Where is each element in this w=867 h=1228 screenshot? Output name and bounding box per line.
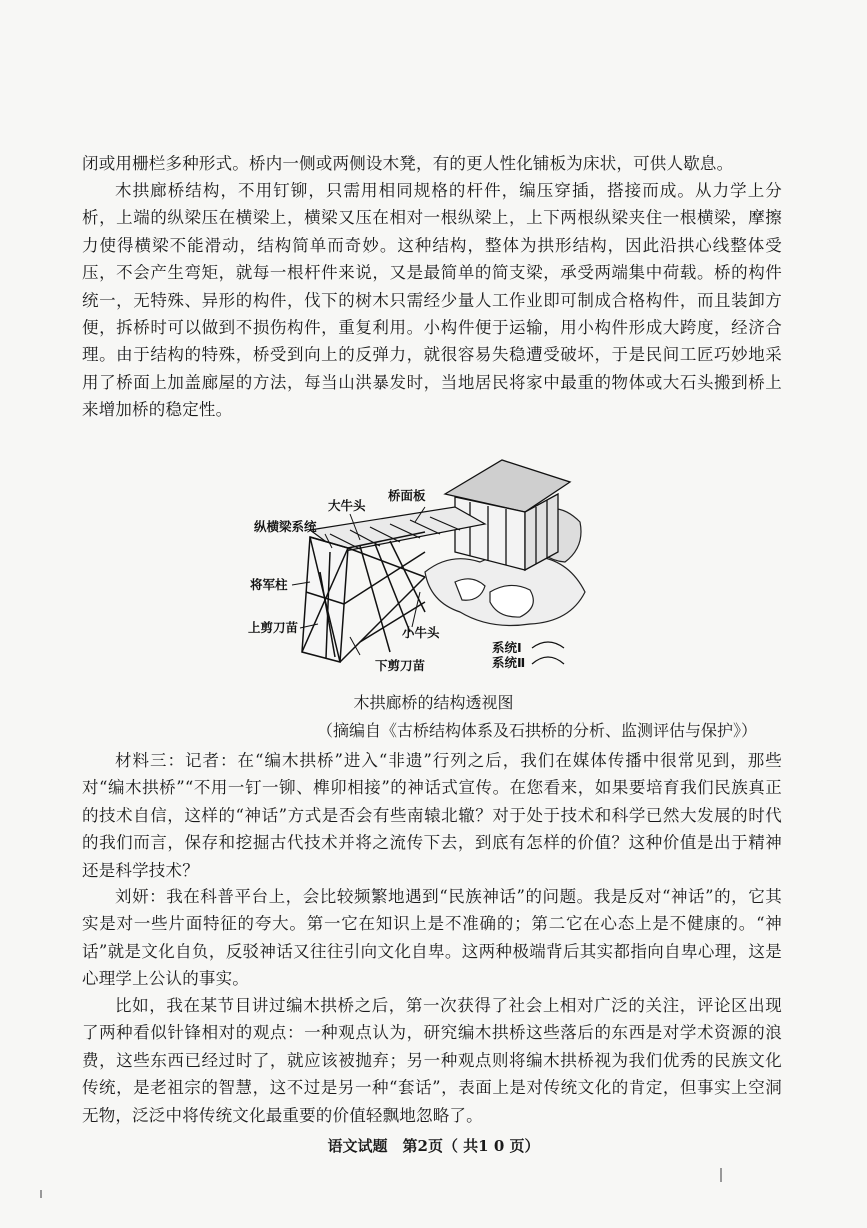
figure-source: （摘编自《古桥结构体系及石拱桥的分析、监测评估与保护》）: [316, 721, 757, 740]
scan-mark: [40, 1190, 42, 1198]
bridge-illustration: [240, 452, 600, 682]
label-xiao-niu-tou: 小牛头: [402, 625, 440, 640]
label-shang-jian-dao-miao: 上剪刀苗: [248, 620, 299, 635]
paragraph-material-three: 材料三：记者：在“编木拱桥”进入“非遗”行列之后，我们在媒体传播中很常见到，那些对“编木拱桥”“不用一钉一铆、榫卯相接”的神话式宣传。在您看来，如果要培育我们民族真正的技术自信，这样的“神话”方式是否会有些南辕北辙？对于处于技术和科学已然大发展的时代的我们而言，保存和挖掘古代技术并将之流传下去，到底有怎样的价值？这种价值是出于精神还是科学技术？: [82, 751, 782, 880]
label-system-1: 系统Ⅰ: [492, 640, 522, 655]
label-jiang-jun-zhu: 将军柱: [250, 577, 288, 592]
figure-caption: 木拱廊桥的结构透视图: [353, 693, 514, 712]
paragraph-bridge-structure: 木拱廊桥结构，不用钉铆，只需用相同规格的杆件，编压穿插，搭接而成。从力学上分析，上端的纵梁压在横梁上，横梁又压在相对一根纵梁上，上下两根纵梁夹住一根横梁，摩擦力使得横梁不能滑动，结构简单而奇妙。这种结构，整体为拱形结构，因此沿拱心线整体受压，不会产生弯矩，就每一根杆件来说，又是最简单的简支梁，承受两端集中荷载。桥的构件统一，无特殊、异形的构件，伐下的树木只需经少量人工作业即可制成合格构件，而且装卸方便，拆桥时可以做到不损伤构件，重复利用。小构件便于运输，用小构件形成大跨度，经济合理。由于结构的特殊，桥受到向上的反弹力，就很容易失稳遭受破坏，于是民间工匠巧妙地采用了桥面上加盖廊屋的方法，每当山洪暴发时，当地居民将家中最重的物体或大石头搬到桥上来增加桥的稳定性。: [82, 181, 782, 420]
paragraph-continuation: 闭或用栅栏多种形式。桥内一侧或两侧设木凳，有的更人性化铺板为床状，可供人歇息。: [82, 154, 734, 173]
label-system-2: 系统Ⅱ: [492, 655, 526, 670]
label-xia-jian-dao-miao: 下剪刀苗: [375, 658, 426, 673]
page-footer: 语文试题 第2页（ 共1 0 页）: [327, 1137, 540, 1155]
bridge-structure-figure: [240, 452, 600, 682]
label-zong-heng-liang: 纵横梁系统: [254, 519, 317, 534]
label-da-niu-tou: 大牛头: [328, 498, 366, 513]
paragraph-liu-yan: 刘妍：我在科普平台上，会比较频繁地遇到“民族神话”的问题。我是反对“神话”的，它其实是对一些片面特征的夸大。第一它在知识上是不准确的；第二它在心态上是不健康的。“神话”就是文化自负，反驳神话又往往引向文化自卑。这两种极端背后其实都指向自卑心理，这是心理学上公认的事实。: [82, 887, 782, 989]
scan-mark: [720, 1168, 722, 1182]
label-qiao-mian-ban: 桥面板: [388, 488, 426, 503]
paragraph-example: 比如，我在某节目讲过编木拱桥之后，第一次获得了社会上相对广泛的关注，评论区出现了两种看似针锋相对的观点：一种观点认为，研究编木拱桥这些落后的东西是对学术资源的浪费，这些东西已经过时了，就应该被抛弃；另一种观点则将编木拱桥视为我们优秀的民族文化传统，是老祖宗的智慧，这不过是另一种“套话”，表面上是对传统文化的肯定，但事实上空洞无物，泛泛中将传统文化最重要的价值轻飘地忽略了。: [82, 996, 782, 1125]
